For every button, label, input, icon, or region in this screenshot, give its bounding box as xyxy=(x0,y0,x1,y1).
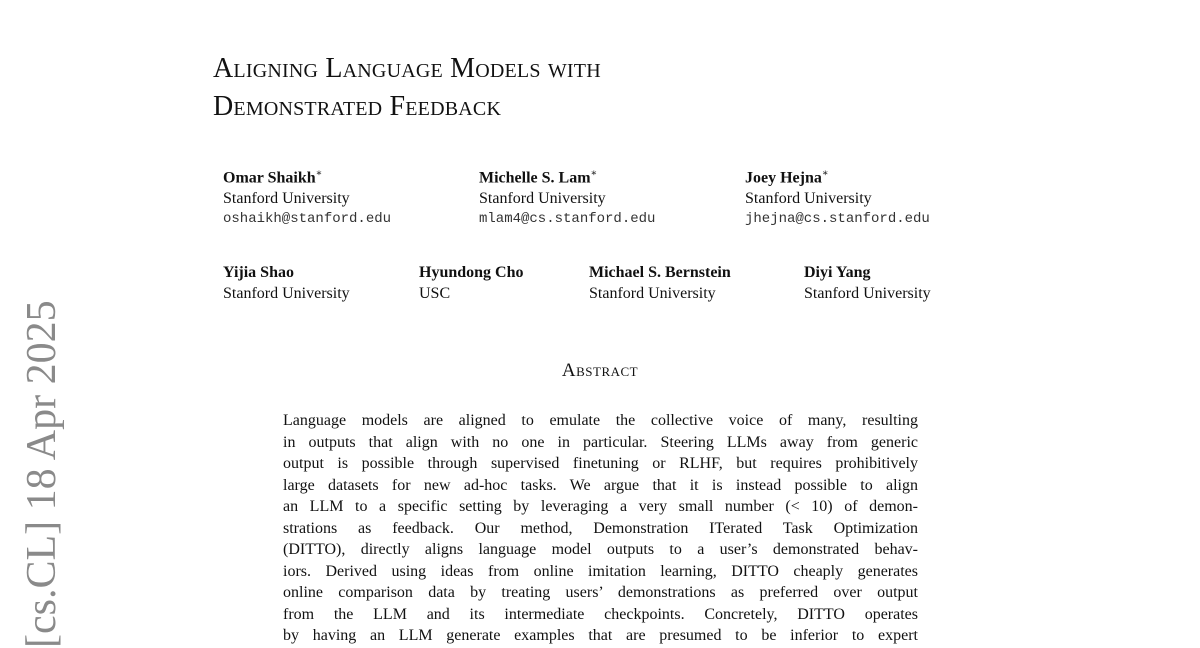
abstract-line: in outputs that align with no one in particular. Steering LLMs away from generic xyxy=(283,433,918,451)
abstract-line: (DITTO), directly aligns language model outputs to a user’s demonstrated behav- xyxy=(283,541,918,558)
abstract-heading: Abstract xyxy=(561,360,639,381)
abstract-body xyxy=(283,410,918,647)
abstract-line: large datasets for new ad-hoc tasks. We argue that it is instead possible to align xyxy=(283,476,918,494)
author-affiliation: Stanford University xyxy=(745,190,872,208)
author-block xyxy=(223,163,391,230)
abstract-line: iors. Derived using ideas from online imitation learning, DITTO cheaply generates xyxy=(283,562,918,580)
abstract-line: by having an LLM generate examples that are presumed to be inferior to expert xyxy=(283,627,918,644)
author-block xyxy=(589,262,731,304)
author-affiliation: Stanford University xyxy=(223,190,350,208)
abstract-line: online comparison data by treating users’ demonstrations as preferred over output xyxy=(283,584,918,601)
author-affiliation: USC xyxy=(419,285,451,302)
author-name: Michael S. Bernstein xyxy=(589,264,731,281)
author-name: Hyundong Cho xyxy=(419,264,524,281)
title-line-2: Demonstrated Feedback xyxy=(213,91,502,122)
author-block xyxy=(745,163,930,230)
title-line-1: Aligning Language Models with xyxy=(213,53,601,84)
author-affiliation: Stanford University xyxy=(589,285,716,302)
author-block xyxy=(804,262,931,304)
arxiv-category-date-stamp: [cs.CL] 18 Apr 2025 xyxy=(19,300,65,648)
abstract-line: strations as feedback. Our method, Demonstration ITerated Task Optimization xyxy=(283,519,918,537)
abstract-line: output is possible through supervised finetuning or RLHF, but requires prohibitively xyxy=(283,455,918,472)
author-name: Yijia Shao xyxy=(223,264,294,281)
author-email[interactable]: oshaikh@stanford.edu xyxy=(223,211,392,228)
author-affiliation: Stanford University xyxy=(479,190,606,208)
abstract-line: from the LLM and its intermediate checkpoints. Concretely, DITTO operates xyxy=(283,605,918,623)
author-block xyxy=(479,163,655,230)
author-affiliation: Stanford University xyxy=(223,285,350,302)
author-block xyxy=(419,262,524,304)
author-name: Michelle S. Lam∗ xyxy=(479,168,598,187)
paper-title xyxy=(213,50,601,126)
abstract-line: an LLM to a specific setting by leveraging a very small number (< 10) of demon- xyxy=(283,498,918,515)
author-name: Joey Hejna∗ xyxy=(745,168,829,187)
author-block xyxy=(223,262,350,304)
author-email[interactable]: jhejna@cs.stanford.edu xyxy=(745,211,930,228)
author-name: Diyi Yang xyxy=(804,264,871,281)
author-affiliation: Stanford University xyxy=(804,285,931,302)
author-email[interactable]: mlam4@cs.stanford.edu xyxy=(479,211,656,228)
author-name: Omar Shaikh∗ xyxy=(223,168,323,187)
abstract-line: Language models are aligned to emulate the collective voice of many, resulting xyxy=(283,412,918,429)
